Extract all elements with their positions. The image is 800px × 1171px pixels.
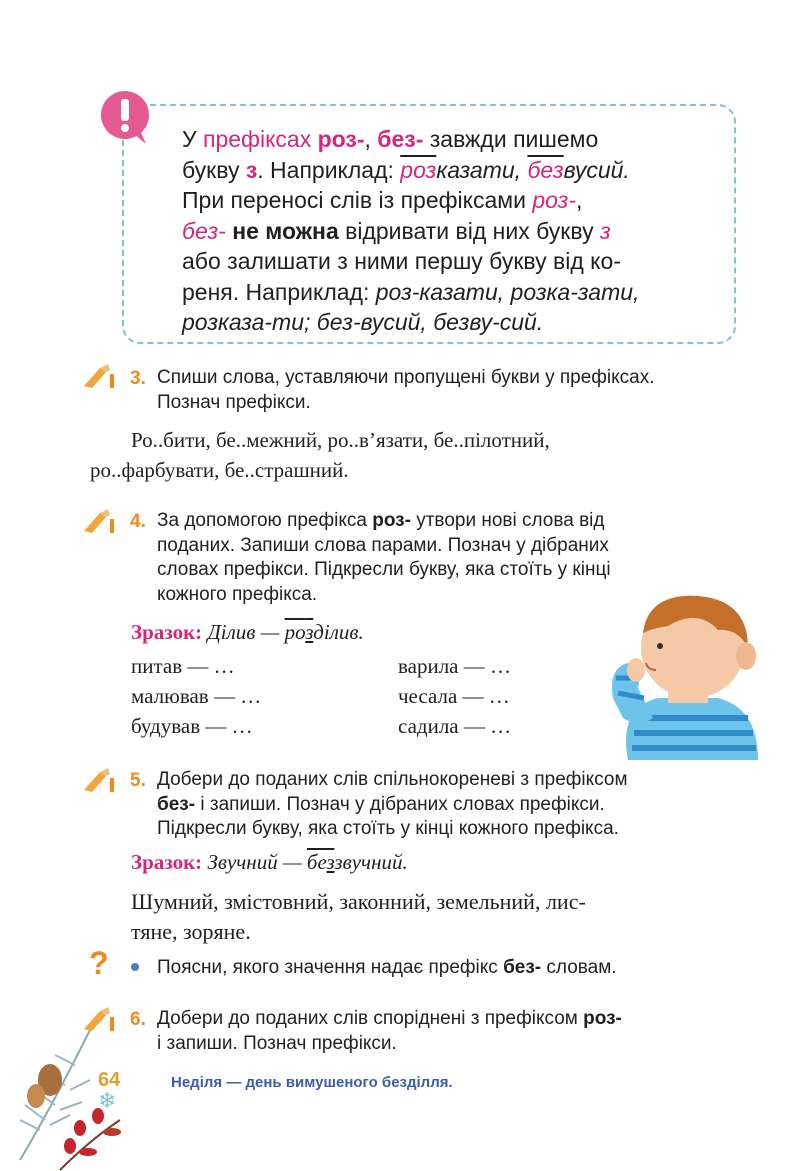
task5-sample: Зразок: Звучний — беззвучний. bbox=[131, 850, 408, 874]
task5-words-line2: тяне, зоряне. bbox=[131, 919, 251, 944]
pencil-hand-icon bbox=[80, 766, 120, 794]
list-item: садила — … bbox=[398, 714, 512, 738]
task3-text: Спиши слова, уставляючи пропущені букви у префіксах. Познач префікси. bbox=[157, 367, 655, 413]
list-item: малював — … bbox=[131, 684, 262, 708]
task5-words-line1: Шумний, змістовний, законний, земельний, лис- bbox=[131, 889, 586, 914]
list-item: будував — … bbox=[131, 714, 253, 738]
task4-text: За допомогою префікса роз- утвори нові слова від поданих. Запиши слова парами. Познач у дібраних словах префікси. Підкресли букву, яка стоїть у кінці кожного префікса. bbox=[157, 510, 611, 605]
task3-words-line1: Ро..бити, бе..межний, ро..в’язати, бе..пілотний, bbox=[131, 428, 550, 452]
pencil-hand-icon bbox=[80, 507, 120, 535]
task-number: 6. bbox=[130, 1009, 146, 1030]
task-number: 5. bbox=[130, 770, 146, 791]
list-item: варила — … bbox=[398, 654, 511, 678]
pencil-hand-icon bbox=[80, 362, 120, 390]
list-item: питав — … bbox=[131, 654, 235, 678]
task-number: 3. bbox=[130, 368, 146, 389]
question-text: Поясни, якого значення надає префікс без- словам. bbox=[157, 957, 617, 978]
boy-illustration bbox=[598, 588, 763, 760]
bullet bbox=[131, 963, 139, 971]
task5-text: Добери до поданих слів спільнокореневі з префіксом без- і запиши. Познач у дібраних словах префікси. Підкресли букву, яка стоїть у кінці кожного префікса. bbox=[157, 769, 628, 839]
snowflake-icon: ❄ bbox=[98, 1088, 117, 1113]
question-icon: ? bbox=[89, 945, 109, 981]
rule-text: У префіксах роз-, без- завжди пишемо букву з. Наприклад: розказати, безвусий. При переносі слів із префіксами роз-, без- не можна відривати від них букву з або залишати з ними першу букву від ко- реня. Наприклад: роз-казати, розка-зати, розказа-ти; без-вусий, безву-сий. bbox=[182, 126, 640, 335]
list-item: чесала — … bbox=[398, 684, 510, 708]
task6-text: Добери до поданих слів споріднені з префіксом роз- і запиши. Познач префікси. bbox=[157, 1008, 622, 1054]
task4-sample: Зразок: Ділив — розділив. bbox=[131, 620, 364, 644]
task3-words-line2: ро..фарбувати, бе..страшний. bbox=[90, 458, 349, 482]
footer-proverb: Неділя — день вимушеного безділля. bbox=[171, 1074, 453, 1091]
page-number: 64 bbox=[98, 1069, 121, 1091]
exclamation-icon bbox=[94, 86, 156, 148]
task-number: 4. bbox=[130, 511, 146, 532]
